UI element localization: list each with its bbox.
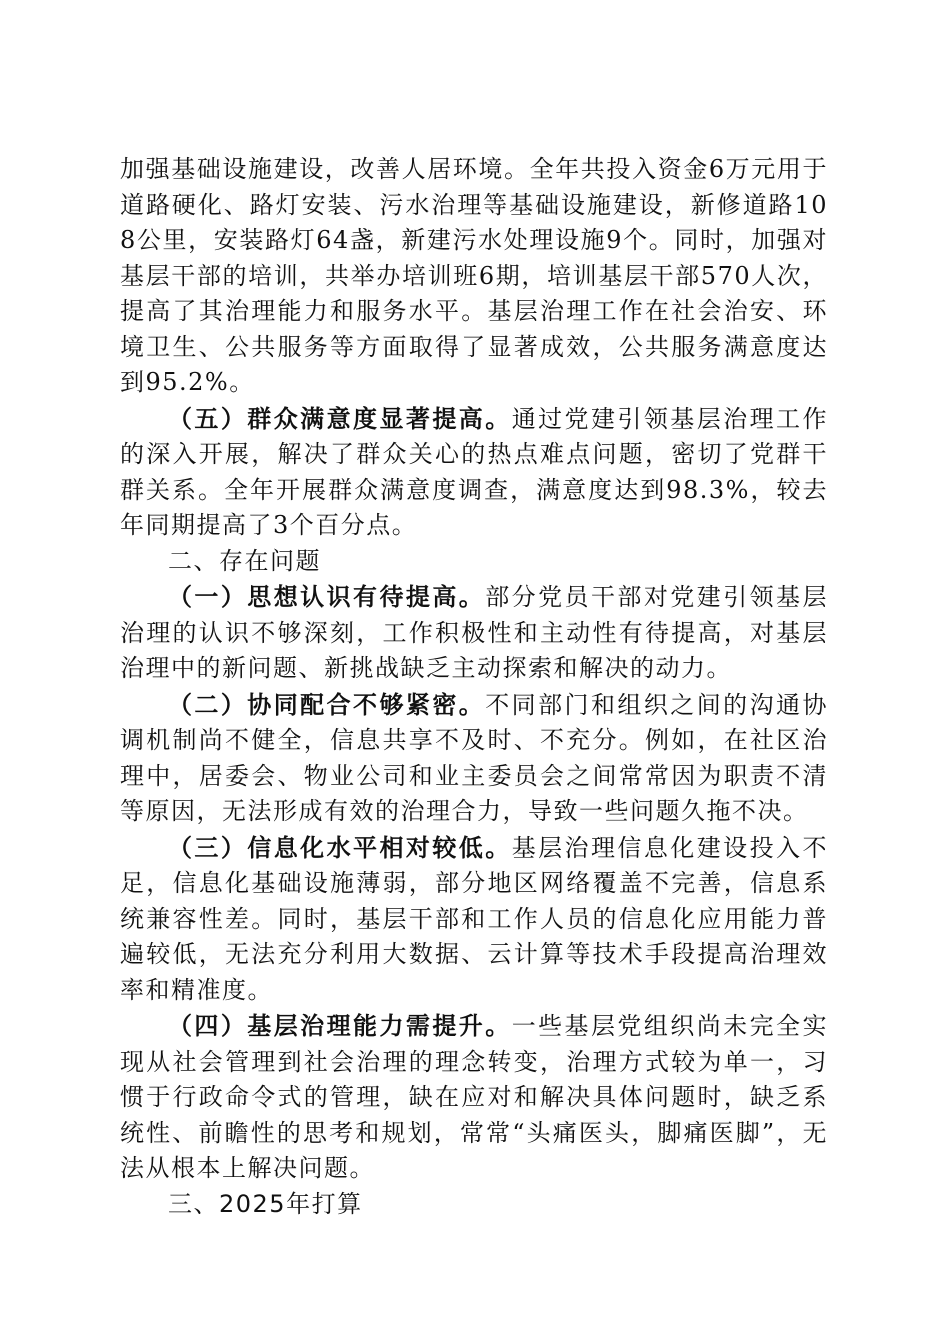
paragraph-problem-3	[120, 830, 828, 1009]
paragraph-infrastructure-text: 加强基础设施建设，改善人居环境。全年共投入资金6万元用于道路硬化、路灯安装、污水治理等基础设施建设，新修道路108公里，安装路灯64盏，新建污水处理设施9个。同时，加强对基层干部的培训，共举办培训班6期，培训基层干部570人次，提高了其治理能力和服务水平。基层治理工作在社会治安、环境卫生、公共服务等方面取得了显著成效，公共服务满意度达到95.2%。	[120, 155, 828, 396]
section-heading-problems	[120, 544, 828, 580]
paragraph-problem-4-body: 一些基层党组织尚未完全实现从社会管理到社会治理的理念转变，治理方式较为单一，习惯于行政命令式的管理，缺在应对和解决具体问题时，缺乏系统性、前瞻性的思考和规划，常常“头痛医头，脚痛医脚”，无法从根本上解决问题。	[120, 1012, 828, 1182]
paragraph-infrastructure	[120, 152, 828, 401]
paragraph-problem-1-lead: （一）思想认识有待提高。	[168, 582, 486, 611]
paragraph-problem-2	[120, 687, 828, 830]
paragraph-satisfaction-body: 通过党建引领基层治理工作的深入开展，解决了群众关心的热点难点问题，密切了党群干群关系。全年开展群众满意度调查，满意度达到98.3%，较去年同期提高了3个百分点。	[120, 404, 828, 539]
section-heading-problems-text: 二、存在问题	[168, 546, 321, 575]
paragraph-problem-1	[120, 579, 828, 687]
paragraph-problem-3-body: 基层治理信息化建设投入不足，信息化基础设施薄弱，部分地区网络覆盖不完善，信息系统兼容性差。同时，基层干部和工作人员的信息化应用能力普遍较低，无法充分利用大数据、云计算等技术手段提高治理效率和精准度。	[120, 833, 828, 1004]
paragraph-problem-2-lead: （二）协同配合不够紧密。	[168, 689, 486, 719]
paragraph-satisfaction	[120, 401, 828, 544]
paragraph-problem-2-body: 不同部门和组织之间的沟通协调机制尚不健全，信息共享不及时、不充分。例如，在社区治理中，居委会、物业公司和业主委员会之间常常因为职责不清等原因，无法形成有效的治理合力，导致一些问题久拖不决。	[120, 690, 828, 825]
paragraph-problem-3-lead: （三）信息化水平相对较低。	[168, 832, 512, 862]
section-heading-plan	[120, 1187, 828, 1223]
paragraph-satisfaction-lead: （五）群众满意度显著提高。	[168, 403, 512, 433]
section-heading-plan-text: 三、2025年打算	[168, 1189, 363, 1218]
document-body	[120, 152, 828, 1222]
paragraph-problem-4-lead: （四）基层治理能力需提升。	[168, 1011, 512, 1040]
paragraph-problem-4	[120, 1008, 828, 1187]
paragraph-problem-1-body: 部分党员干部对党建引领基层治理的认识不够深刻，工作积极性和主动性有待提高，对基层治理中的新问题、新挑战缺乏主动探索和解决的动力。	[120, 583, 828, 682]
